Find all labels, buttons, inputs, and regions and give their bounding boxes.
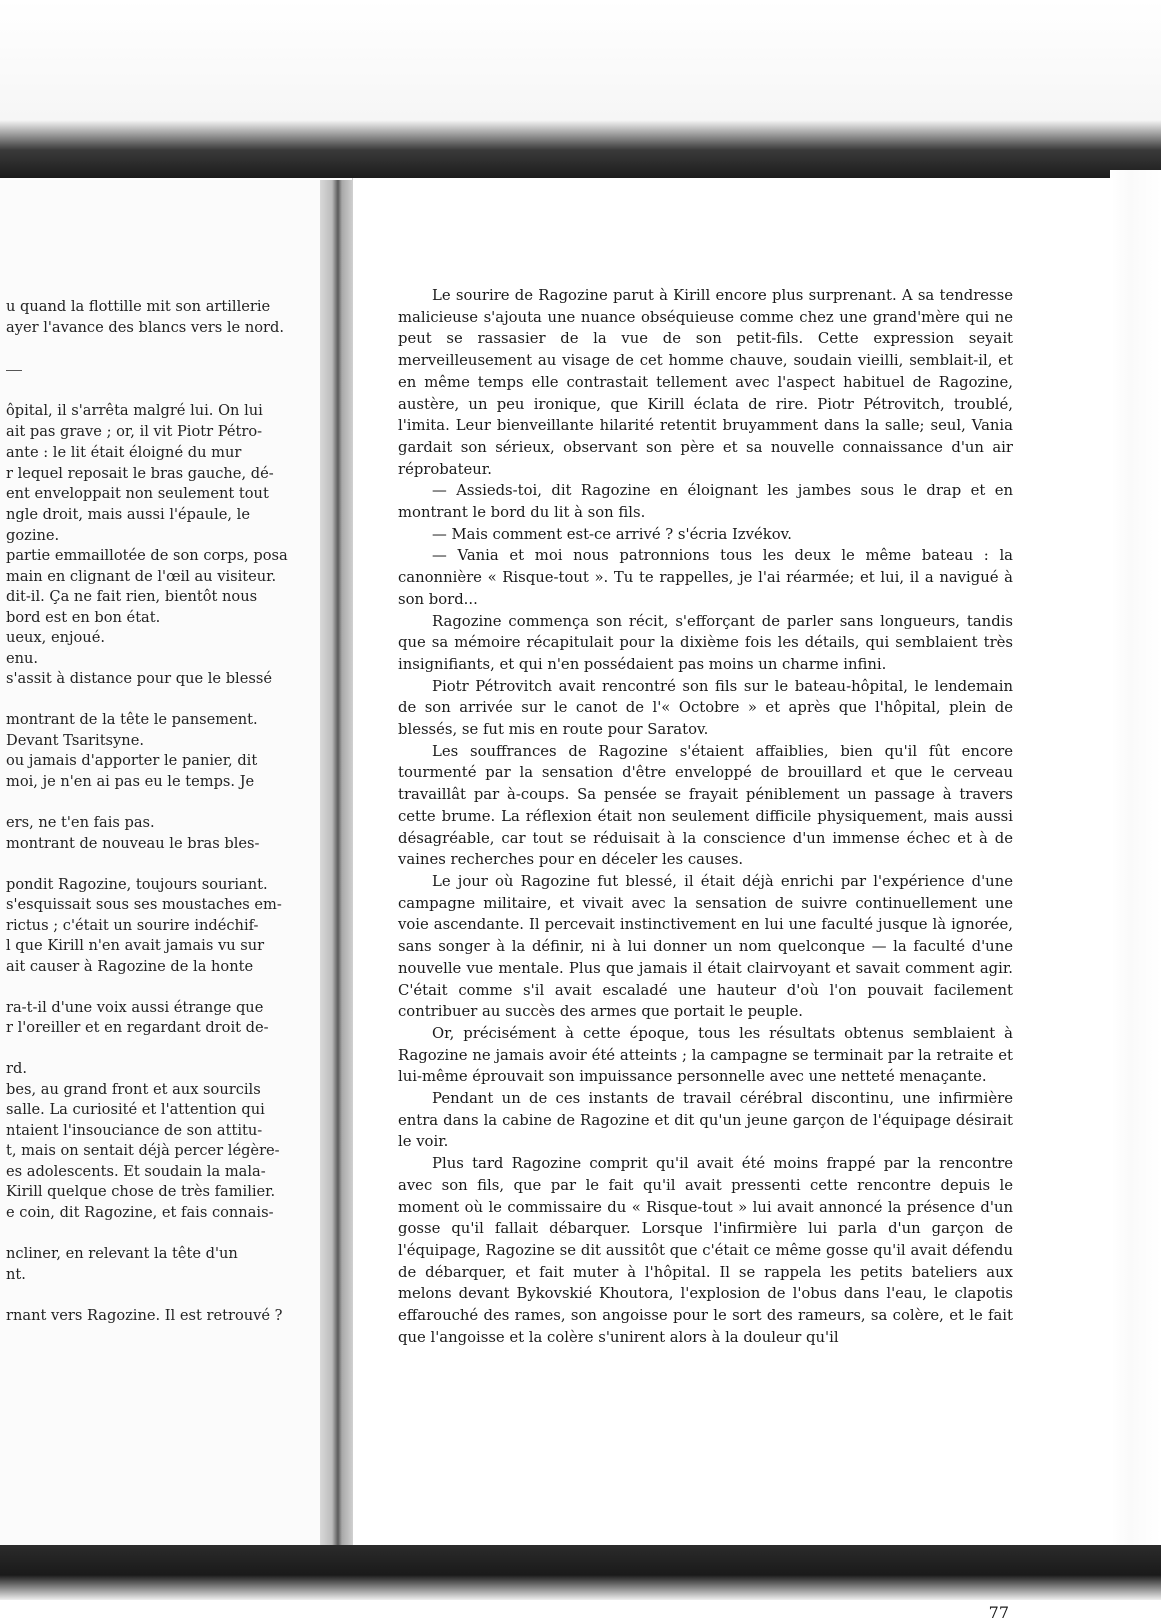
left-line-21: ou jamais d'apporter le panier, dit	[6, 752, 258, 769]
left-line-14: bord est en bon état.	[6, 609, 161, 626]
left-line-4: ôpital, il s'arrêta malgré lui. On lui	[6, 402, 263, 419]
left-line-8: ent enveloppait non seulement tout	[6, 485, 269, 502]
paragraph-8: Le jour où Ragozine fut blessé, il était déjà enrichi par l'expérience d'une campagne militaire, et vivait avec la sensation de suivre continuellement une voie ascendante. Il percevait instinctivement en lui une faculté jusque là ignorée, sans songer à la définir, ni à lui donner un nom quelconque — la faculté d'une nouvelle vue mentale. Plus que jamais il était clairvoyant et savait comment agir. C'était comme s'il avait escaladé une hauteur d'où l'on pouvait facilement contribuer au succès des armes que portait le peuple.	[398, 872, 1013, 1021]
paragraph-6: Piotr Pétrovitch avait rencontré son fils sur le bateau-hôpital, le lendemain de son arrivée sur le canot de l'« Octobre » et après que l'hôpital, plein de blessés, se fut mis en route pour Saratov.	[398, 677, 1013, 739]
paragraph-9: Or, précisément à cette époque, tous les résultats obtenus semblaient à Ragozine ne jamais avoir été atteints ; la campagne se terminait par la retraite et lui-même éprouvait son impuissance personnelle avec une netteté menaçante.	[398, 1024, 1013, 1086]
left-line-1: u quand la flottille mit son artillerie	[6, 298, 271, 315]
paragraph-10: Pendant un de ces instants de travail cérébral discontinu, une infirmière entra dans la cabine de Ragozine et dit qu'un jeune garçon de l'équipage désirait le voir.	[398, 1090, 1013, 1151]
left-line-41: es adolescents. Et soudain la mala-	[6, 1163, 266, 1180]
scan-dark-band-top	[0, 0, 1161, 178]
right-page	[352, 178, 1113, 1622]
left-line-2: ayer l'avance des blancs vers le nord.	[6, 319, 284, 336]
left-line-43: e coin, dit Ragozine, et fais connais-	[6, 1204, 274, 1221]
left-line-19: montrant de la tête le pansement.	[6, 711, 258, 728]
left-line-31: ait causer à Ragozine de la honte	[6, 958, 254, 975]
left-line-17: s'assit à distance pour que le blessé	[6, 670, 272, 687]
left-line-33: ra-t-il d'une voix aussi étrange que	[6, 999, 264, 1016]
left-line-9: ngle droit, mais aussi l'épaule, le	[6, 506, 250, 523]
left-line-48: rnant vers Ragozine. Il est retrouvé ?	[6, 1307, 283, 1324]
paragraph-4: — Vania et moi nous patronnions tous les deux le même bateau : la canonnière « Risque-tout ». Tu te rappelles, je l'ai réarmée; et lui, il a navigué à son bord...	[398, 547, 1013, 608]
left-line-13: dit-il. Ça ne fait rien, bientôt nous	[6, 588, 258, 605]
left-line-11: partie emmaillotée de son corps, posa	[6, 547, 288, 564]
left-line-40: t, mais on sentait déjà percer légère-	[6, 1142, 280, 1159]
left-line-34: r l'oreiller et en regardant droit de-	[6, 1019, 269, 1036]
left-line-45: ncliner, en relevant la tête d'un	[6, 1245, 238, 1262]
left-line-39: ntaient l'insouciance de son attitu-	[6, 1122, 263, 1139]
scan-dark-band-bottom	[0, 1545, 1161, 1600]
left-line-25: montrant de nouveau le bras bles-	[6, 835, 260, 852]
left-line-20: Devant Tsaritsyne.	[6, 732, 144, 749]
paragraph-11: Plus tard Ragozine comprit qu'il avait été moins frappé par la rencontre avec son fils, que par le fait qu'il avait pressenti cette rencontre depuis le moment où le commissaire du « Risque-tout » lui avait annoncé la présence d'un gosse qu'il fallait débarquer. Lorsque l'infirmière lui parla d'un garçon de l'équipage, Ragozine se dit aussitôt que c'était ce même gosse qu'il avait défendu de débarquer, et fait muter à l'hôpital. Il se rappela les petits bateliers aux melons devant Bykovskié Khoutora, l'explosion de l'obus dans l'eau, le clapotis effarouché des rames, son angoisse pour le sort des rameurs, sa colère, et le fait que l'angoisse et la colère s'unirent alors à la douleur qu'il	[398, 1155, 1013, 1346]
left-line-38: salle. La curiosité et l'attention qui	[6, 1101, 265, 1118]
body-text	[398, 285, 1013, 1348]
paragraph-1: Le sourire de Ragozine parut à Kirill encore plus surprenant. A sa tendresse malicieuse s'ajouta une nuance obséquieuse comme chez une grand'mère qui ne peut se rassasier de la vue de son petit-fils. Cette expression seyait merveilleusement au visage de cet homme chauve, soudain vieilli, semblait-il, et en même temps elle contrastait tellement avec l'aspect habituel de Ragozine, austère, un peu ironique, que Kirill éclata de rire. Piotr Pétrovitch, troublé, l'imita. Leur bienveillante hilarité retentit bruyamment dans la salle; seul, Vania gardait son sérieux, observant son père et sa nouvelle connaissance d'un air réprobateur.	[398, 287, 1013, 478]
left-page	[0, 180, 335, 1550]
left-line-36: rd.	[6, 1060, 27, 1077]
left-line-30: l que Kirill n'en avait jamais vu sur	[6, 937, 265, 954]
paragraph-2: — Assieds-toi, dit Ragozine en éloignant les jambes sous le drap et en montrant le bord du lit à son fils.	[398, 482, 1013, 522]
left-line-15: ueux, enjoué.	[6, 629, 105, 646]
paragraph-3: — Mais comment est-ce arrivé ? s'écria Izvékov.	[432, 525, 792, 543]
left-line-37: bes, au grand front et aux sourcils	[6, 1081, 261, 1098]
left-line-28: s'esquissait sous ses moustaches em-	[6, 896, 282, 913]
left-line-12: main en clignant de l'œil au visiteur.	[6, 568, 277, 585]
left-line-10: gozine.	[6, 527, 60, 544]
left-line-5: ait pas grave ; or, il vit Piotr Pétro-	[6, 423, 263, 440]
left-line-22: moi, je n'en ai pas eu le temps. Je	[6, 773, 255, 790]
page-number: 77	[988, 1603, 1009, 1622]
left-line-24: ers, ne t'en fais pas.	[6, 814, 155, 831]
left-line-6: ante : le lit était éloigné du mur	[6, 444, 242, 461]
paragraph-5: Ragozine commença son récit, s'efforçant de parler sans longueurs, tandis que sa mémoire récapitulait pour la dixième fois les détails, qui semblaient très insignifiants, et qui n'en possédaient pas moins un charme infini.	[398, 612, 1013, 673]
left-line-7: r lequel reposait le bras gauche, dé-	[6, 465, 274, 482]
left-line-42: Kirill quelque chose de très familier.	[6, 1183, 276, 1200]
left-line-29: rictus ; c'était un sourire indéchif-	[6, 917, 259, 934]
book-edge-right	[1110, 170, 1161, 1570]
section-dash	[6, 370, 22, 371]
left-line-27: pondit Ragozine, toujours souriant.	[6, 876, 268, 893]
paragraph-7: Les souffrances de Ragozine s'étaient affaiblies, bien qu'il fût encore tourmenté par la sensation d'être enveloppé de brouillard et que le cerveau travaillât par à-coups. Sa pensée se frayait péniblement un passage à travers cette brume. La réflexion était non seulement difficile physiquement, mais aussi désagréable, car tout se réduisait à la conscience d'un immense échec et à de vaines recherches pour en déceler les causes.	[398, 742, 1013, 869]
left-line-16: enu.	[6, 650, 39, 667]
left-line-46: nt.	[6, 1266, 26, 1283]
